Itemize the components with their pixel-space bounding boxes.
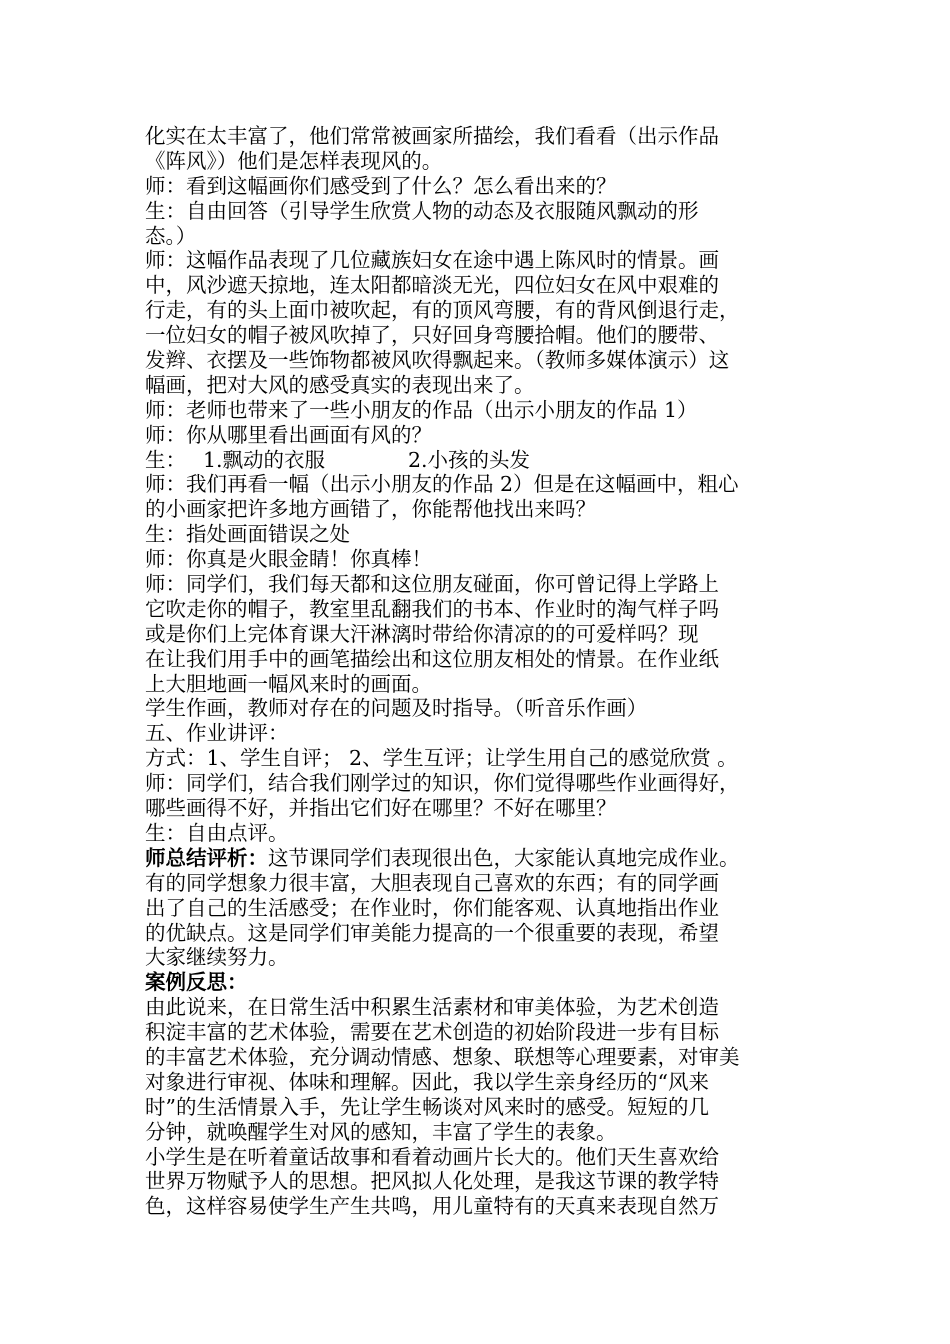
text-line: 世界万物赋予人的思想。把风拟人化处理，是我这节课的教学特	[145, 1169, 719, 1194]
text-line: 师：这幅作品表现了几位藏族妇女在途中遇上陈风时的情景。画	[145, 248, 719, 273]
reflection-heading: 案例反思：	[145, 970, 248, 995]
text-line: 化实在太丰富了，他们常常被画家所描绘，我们看看（出示作品	[145, 124, 719, 148]
text-line: 行走，有的头上面巾被吹起，有的顶风弯腰，有的背风倒退行走，	[145, 298, 740, 323]
text-line: 生：指处画面错误之处	[145, 522, 350, 547]
text-line: 师：看到这幅画你们感受到了什么？怎么看出来的？	[145, 173, 617, 198]
text-line: 生：自由回答（引导学生欣赏人物的动态及衣服随风飘动的形	[145, 198, 699, 223]
answer-item: 1.飘动的衣服	[203, 447, 326, 472]
text-line: 生：自由点评。	[145, 820, 289, 845]
answer-item: 2.小孩的头发	[408, 447, 531, 472]
text-line: 一位妇女的帽子被风吹掉了，只好回身弯腰拾帽。他们的腰带、	[145, 323, 719, 348]
text-line: 哪些画得不好，并指出它们好在哪里？不好在哪里？	[145, 796, 617, 821]
text-line: 由此说来，在日常生活中积累生活素材和审美体验，为艺术创造	[145, 995, 719, 1020]
answer-prefix: 生：	[145, 447, 186, 472]
text-line: 师：你从哪里看出画面有风的？	[145, 422, 432, 447]
text-line: 的小画家把许多地方画错了，你能帮他找出来吗？	[145, 497, 596, 522]
text-line: 上大胆地画一幅风来时的画面。	[145, 671, 432, 696]
text-line: 时”的生活情景入手，先让学生畅谈对风来时的感受。短短的几	[145, 1094, 709, 1119]
answer-list-line	[145, 448, 825, 473]
text-line: 大家继续努力。	[145, 945, 289, 970]
text-line: 分钟，就唤醒学生对风的感知，丰富了学生的表象。	[145, 1119, 617, 1144]
text-line: 中，风沙遮天掠地，连太阳都暗淡无光，四位妇女在风中艰难的	[145, 273, 719, 298]
text-line: 积淀丰富的艺术体验，需要在艺术创造的初始阶段进一步有目标	[145, 1020, 719, 1045]
text-line: 或是你们上完体育课大汗淋漓时带给你清凉的的可爱样吗？现	[145, 621, 699, 646]
text-line: 有的同学想象力很丰富，大胆表现自己喜欢的东西；有的同学画	[145, 870, 719, 895]
document-page	[145, 124, 825, 1219]
text-line: 《阵风》）他们是怎样表现风的。	[145, 148, 443, 173]
summary-label: 师总结评析：	[145, 845, 268, 870]
summary-text: 这节课同学们表现很出色，大家能认真地完成作业。	[268, 845, 740, 870]
text-line: 师：同学们，我们每天都和这位朋友碰面，你可曾记得上学路上	[145, 572, 719, 597]
text-line: 师：同学们，结合我们刚学过的知识，你们觉得哪些作业画得好，	[145, 771, 740, 796]
text-line: 师：你真是火眼金睛！你真棒！	[145, 547, 432, 572]
text-line: 幅画，把对大风的感受真实的表现出来了。	[145, 372, 535, 397]
text-line: 出了自己的生活感受；在作业时，你们能客观、认真地指出作业	[145, 895, 719, 920]
text-line: 在让我们用手中的画笔描绘出和这位朋友相处的情景。在作业纸	[145, 646, 719, 671]
text-line: 态。）	[145, 223, 197, 248]
text-line: 发辫、衣摆及一些饰物都被风吹得飘起来。（教师多媒体演示）这	[145, 348, 730, 373]
text-line: 的丰富艺术体验，充分调动情感、想象、联想等心理要素，对审美	[145, 1044, 740, 1069]
text-line: 师：我们再看一幅（出示小朋友的作品 2）但是在这幅画中，粗心	[145, 472, 739, 497]
text-line: 小学生是在听着童话故事和看着动画片长大的。他们天生喜欢给	[145, 1144, 719, 1169]
text-line: 色，这样容易使学生产生共鸣，用儿童特有的天真来表现自然万	[145, 1194, 719, 1219]
summary-first-line	[145, 846, 825, 871]
text-line: 对象进行审视、体味和理解。因此，我以学生亲身经历的“风来	[145, 1069, 709, 1094]
text-line: 它吹走你的帽子，教室里乱翻我们的书本、作业时的淘气样子吗	[145, 596, 719, 621]
text-line: 方式：1、学生自评； 2、学生互评；让学生用自己的感觉欣赏 。	[145, 746, 738, 771]
text-line: 学生作画，教师对存在的问题及时指导。（听音乐作画）	[145, 696, 648, 721]
text-line: 师：老师也带来了一些小朋友的作品（出示小朋友的作品 1）	[145, 397, 698, 422]
text-line: 的优缺点。这是同学们审美能力提高的一个很重要的表现，希望	[145, 920, 719, 945]
section-heading: 五、作业讲评：	[145, 721, 289, 746]
